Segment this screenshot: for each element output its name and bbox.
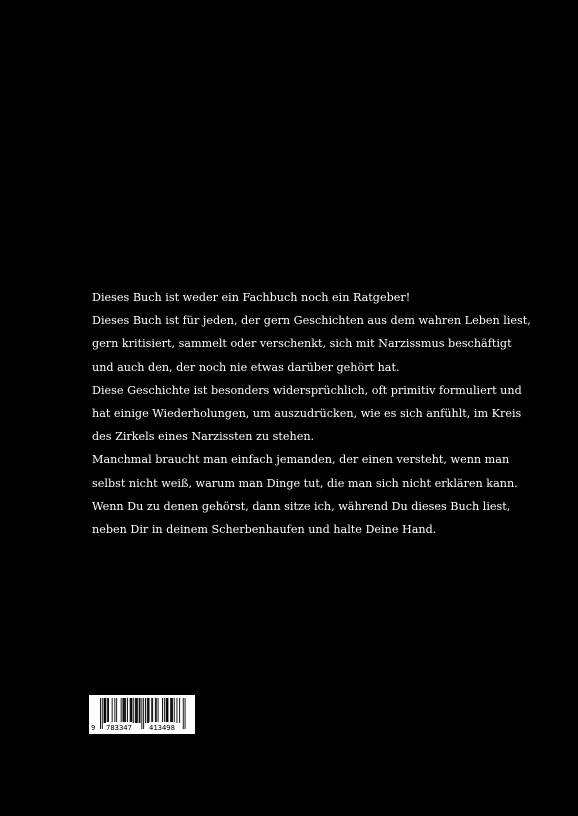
- barcode-bar: [167, 698, 168, 723]
- barcode-bar: [166, 698, 167, 723]
- barcode-bar: [107, 698, 108, 723]
- barcode-bar: [132, 698, 133, 723]
- barcode-bar: [130, 698, 131, 723]
- barcode-bar: [127, 698, 128, 723]
- barcode-bar: [131, 698, 132, 723]
- barcode-bar: [162, 698, 163, 723]
- barcode-bar: [135, 698, 136, 723]
- barcode-bar: [123, 698, 124, 723]
- barcode-bar: [147, 698, 148, 723]
- barcode-bar: [114, 698, 115, 723]
- barcode-bar: [164, 698, 165, 723]
- blurb-paragraph-understanding: Manchmal braucht man einfach jemanden, der einen versteht, wenn man selbst nicht weiß, warum man Dinge tut, die man sich nicht erklären kann.: [92, 453, 518, 490]
- barcode-bar: [105, 698, 106, 723]
- barcode-bar: [148, 698, 149, 723]
- barcode-bar: [149, 698, 150, 723]
- barcode-bar: [123, 698, 124, 723]
- barcode-digits: [89, 722, 195, 734]
- barcode-bar: [155, 698, 156, 723]
- barcode-bar: [151, 698, 152, 723]
- barcode-bar: [152, 698, 153, 723]
- barcode-bar: [179, 698, 180, 723]
- barcode-bar: [124, 698, 125, 723]
- barcode-bar: [121, 698, 122, 723]
- barcode-right-digits: 413498: [149, 723, 175, 732]
- barcode-bar: [145, 698, 146, 723]
- blurb-line-intro: Dieses Buch ist weder ein Fachbuch noch ein Ratgeber!: [92, 291, 411, 304]
- barcode-bar: [174, 698, 175, 723]
- back-cover-blurb: [92, 286, 532, 541]
- barcode-first-digit: 9: [91, 723, 96, 732]
- barcode-bar: [172, 698, 173, 723]
- barcode-bar: [171, 698, 172, 723]
- barcode-bar: [136, 698, 137, 723]
- barcode-bar: [140, 698, 141, 723]
- barcode-bar: [116, 698, 117, 723]
- barcode-bar: [105, 698, 106, 723]
- barcode-bar: [104, 698, 105, 723]
- barcode-bar: [137, 698, 138, 723]
- blurb-paragraph-style: Diese Geschichte ist besonders widersprüchlich, oft primitiv formuliert und hat einige Wiederholungen, um auszudrücken, wie es sich anfühlt, im Kreis des Zirkels eines Narzissten zu stehen.: [92, 383, 522, 444]
- barcode-bar: [158, 698, 159, 723]
- barcode-bar: [177, 698, 178, 723]
- barcode-bar: [112, 698, 113, 723]
- barcode-bar: [108, 698, 109, 723]
- barcode-bar: [133, 698, 134, 723]
- barcode-bar: [156, 698, 157, 723]
- barcode-bar: [168, 698, 169, 723]
- blurb-paragraph-closing: Wenn Du zu denen gehörst, dann sitze ich, während Du dieses Buch liest, neben Dir in deinem Scherbenhaufen und halte Deine Hand.: [92, 499, 511, 537]
- barcode-left-digits: 783347: [106, 723, 132, 732]
- barcode-bar: [139, 698, 140, 723]
- barcode-bar: [125, 698, 126, 723]
- barcode-bar: [170, 698, 171, 723]
- isbn-barcode: [89, 695, 195, 734]
- blurb-paragraph-audience: Dieses Buch ist für jeden, der gern Geschichten aus dem wahren Leben liest, gern kritisiert, sammelt oder verschenkt, sich mit Narzissmus beschäftigt und auch den, der noch nie etwas darüber gehört hat.: [92, 314, 531, 374]
